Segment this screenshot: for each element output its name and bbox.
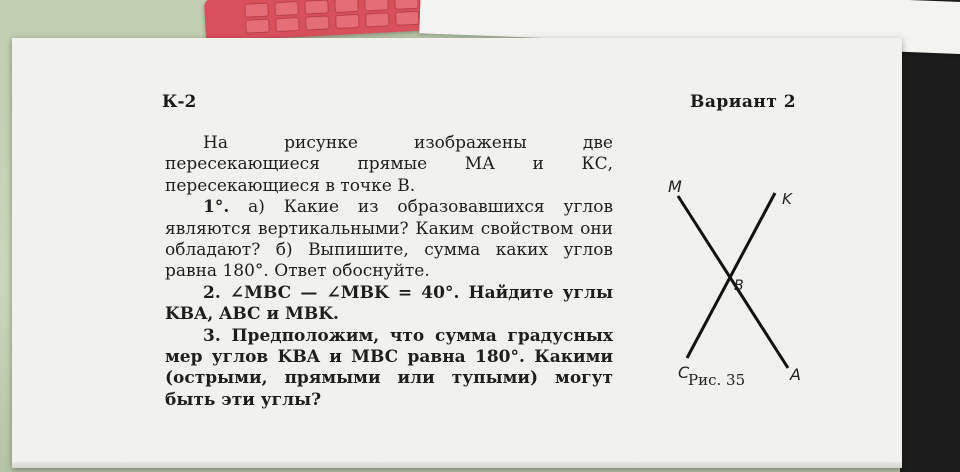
dark-background [900, 0, 960, 472]
label-M: M [668, 177, 682, 196]
variant-title: Вариант 2 [690, 92, 797, 112]
question-1-number: 1°. [203, 197, 230, 218]
question-3-number: 3. [203, 325, 221, 346]
intersecting-lines-figure [640, 168, 820, 388]
label-K: K [782, 190, 792, 208]
line-KC [687, 193, 775, 358]
question-2 [165, 283, 613, 326]
page-edge [12, 462, 902, 468]
question-3-text: Предположим, что сумма градусных мер углов KBA и MBC равна 180°. Какими (острыми, прямыми или тупыми) могут быть эти углы? [165, 325, 613, 410]
label-C: C [678, 363, 690, 382]
card-code: К-2 [162, 92, 197, 112]
question-3 [165, 326, 613, 412]
label-A: A [790, 365, 801, 384]
problem-text [165, 133, 613, 411]
figure-caption: Рис. 35 [688, 371, 746, 389]
problem-intro: На рисунке изображены две пересекающиеся прямые МА и КС, пересекающиеся в точке В. [165, 133, 613, 196]
question-1-text: а) Какие из образовавшихся углов являются вертикальными? Каким свойством они обладают? б) Выпишите, сумма каких углов равна 180°. Ответ обоснуйте. [165, 197, 614, 282]
question-2-number: 2. [203, 282, 221, 303]
question-2-text: ∠MBC — ∠MBK = 40°. Найдите углы KBA, ABC и MBK. [165, 282, 613, 325]
label-B: B [734, 278, 744, 294]
question-1 [165, 197, 613, 283]
